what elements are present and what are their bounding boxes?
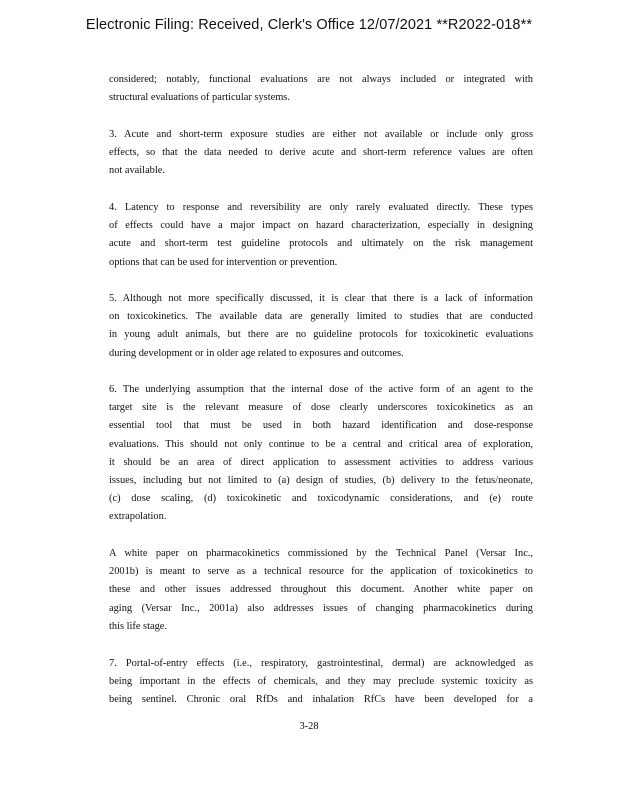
text-line: 4. Latency to response and reversibility are only rarely evaluated directly. These types bbox=[109, 202, 533, 213]
text-line: in young adult animals, but there are no guideline protocols for toxicokinetic evaluations bbox=[109, 329, 533, 341]
text-line: being sentinel. Chronic oral RfDs and inhalation RfCs have been developed for a bbox=[109, 694, 533, 706]
paragraph bbox=[109, 545, 533, 636]
text-line: structural evaluations of particular systems. bbox=[109, 92, 290, 104]
text-line: extrapolation. bbox=[109, 511, 167, 523]
text-line: 7. Portal-of-entry effects (i.e., respiratory, gastrointestinal, dermal) are acknowledged as bbox=[109, 658, 533, 669]
text-line: acute and short-term test guideline protocols and ultimately on the risk management bbox=[109, 238, 533, 250]
text-line: (c) dose scaling, (d) toxicokinetic and toxicodynamic considerations, and (e) route bbox=[109, 493, 533, 505]
text-line: being important in the effects of chemicals, and they may preclude systemic toxicity as bbox=[109, 676, 533, 688]
text-line: options that can be used for intervention or prevention. bbox=[109, 256, 338, 268]
text-line: these and other issues addressed throughout this document. Another white paper on bbox=[109, 584, 533, 596]
text-line: issues, including but not limited to (a) design of studies, (b) delivery to the fetus/neonate, bbox=[109, 474, 533, 486]
text-line: 3. Acute and short-term exposure studies are either not available or include only gross bbox=[109, 129, 533, 140]
text-line: not available. bbox=[109, 165, 165, 177]
paragraph bbox=[109, 290, 533, 363]
paragraph bbox=[109, 655, 533, 710]
filing-header: Electronic Filing: Received, Clerk's Office 12/07/2021 **R2022-018** bbox=[85, 17, 533, 33]
paragraph bbox=[109, 71, 533, 107]
paragraph bbox=[109, 126, 533, 181]
text-line: evaluations. This should not only continue to be a central and critical area of exploration, bbox=[109, 438, 533, 450]
paragraph bbox=[109, 381, 533, 527]
text-line: of effects could have a major impact on hazard characterization, especially in designing bbox=[109, 220, 533, 232]
text-line: target site is the relevant measure of dose clearly underscores toxicokinetics as an bbox=[109, 402, 533, 414]
text-line: during development or in older age related to exposures and outcomes. bbox=[109, 347, 404, 359]
text-line: this life stage. bbox=[109, 620, 168, 632]
text-line: on toxicokinetics. The available data are generally limited to studies that are conducted bbox=[109, 311, 533, 323]
text-line: it should be an area of direct application to assessment activities to address various bbox=[109, 456, 533, 468]
text-line: 2001b) is meant to serve as a technical resource for the application of toxicokinetics to bbox=[109, 566, 533, 578]
page-number: 3-28 bbox=[299, 721, 319, 732]
text-line: considered; notably, functional evaluations are not always included or integrated with bbox=[109, 74, 533, 85]
paragraph bbox=[109, 199, 533, 272]
text-line: 5. Although not more specifically discussed, it is clear that there is a lack of information bbox=[109, 293, 533, 304]
text-line: aging (Versar Inc., 2001a) also addresses issues of changing pharmacokinetics during bbox=[109, 602, 533, 614]
text-line: A white paper on pharmacokinetics commissioned by the Technical Panel (Versar Inc., bbox=[109, 548, 533, 559]
text-line: effects, so that the data needed to derive acute and short-term reference values are often bbox=[109, 147, 533, 159]
text-line: essential tool that must be used in both hazard identification and dose-response bbox=[109, 420, 533, 432]
text-line: 6. The underlying assumption that the internal dose of the active form of an agent to the bbox=[109, 384, 533, 395]
